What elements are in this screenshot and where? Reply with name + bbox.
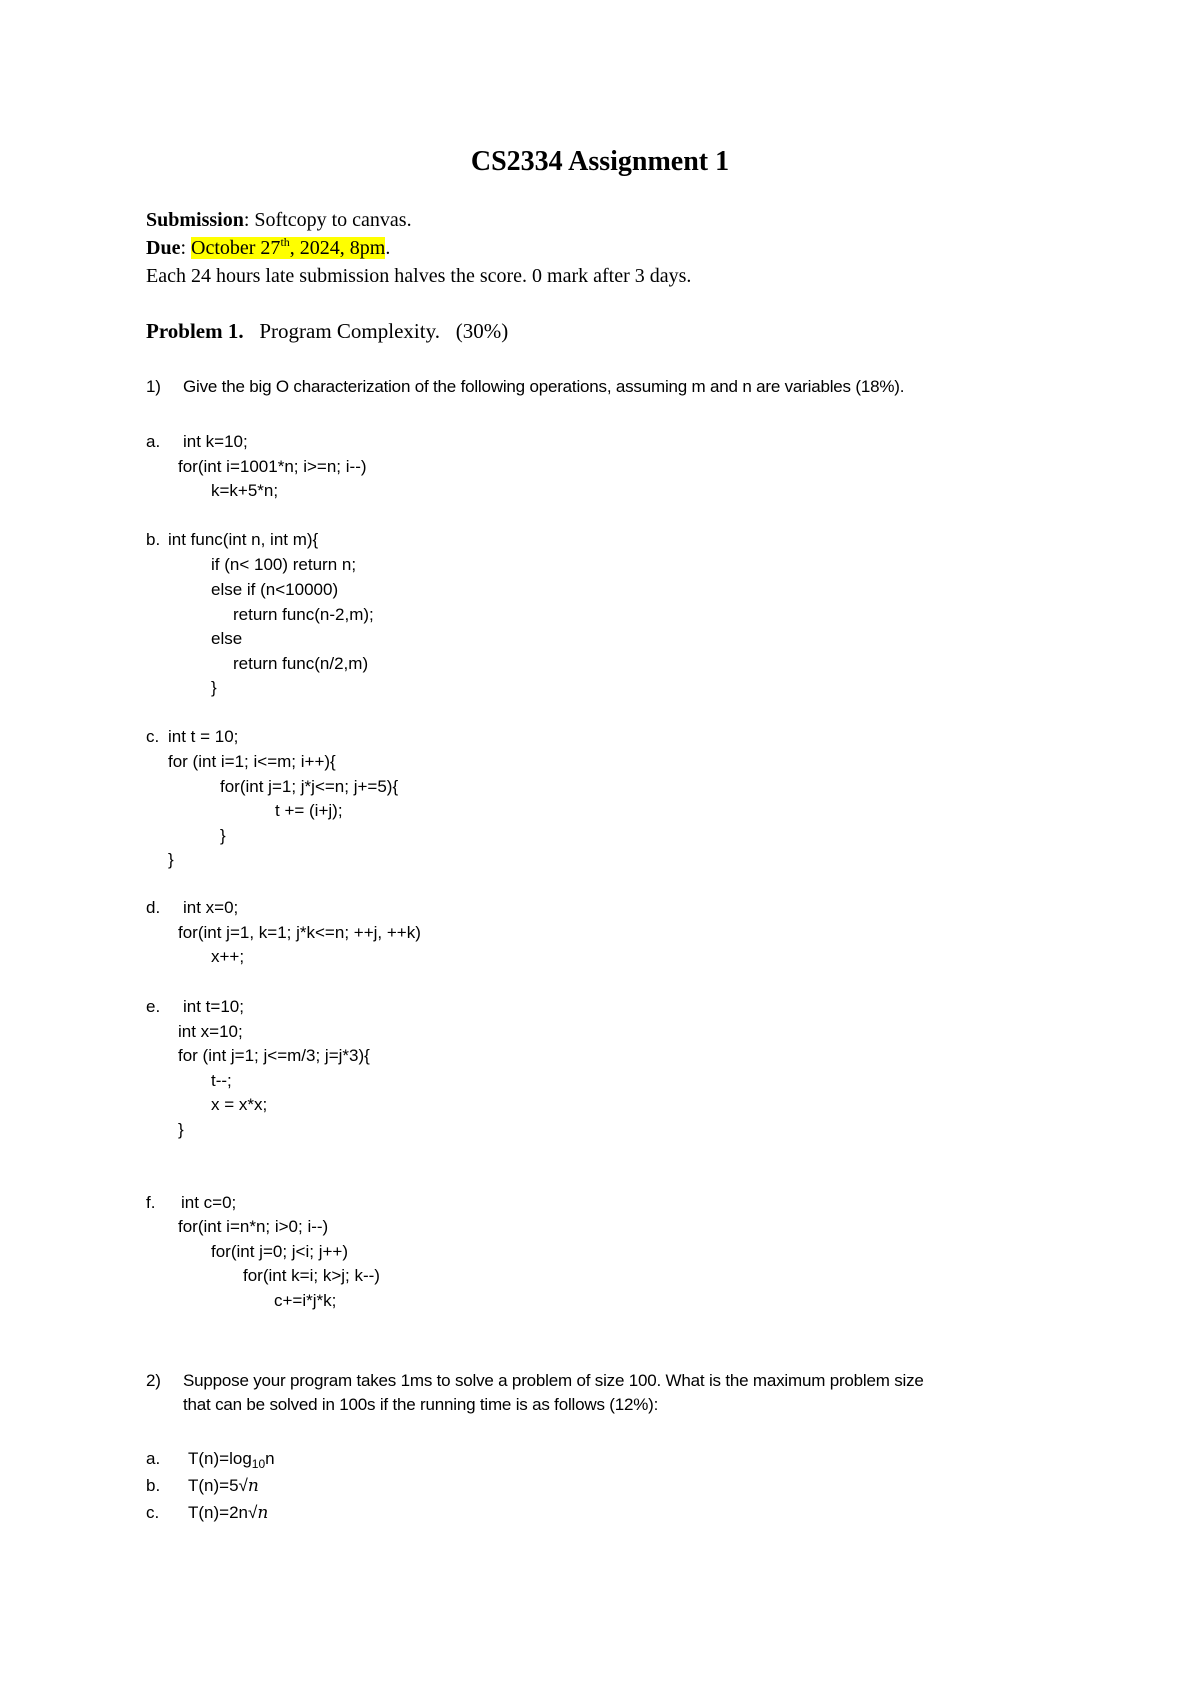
item-b-label: b. <box>146 530 161 549</box>
option-a-formula-subscript: 10 <box>251 1457 266 1471</box>
option-c-label: c. <box>146 1503 160 1522</box>
item-b-line-1: int func(int n, int m){ <box>168 530 319 549</box>
problem-1-label: Problem 1 <box>146 319 239 343</box>
problem-1-weight: (30%) <box>455 319 509 343</box>
item-b-line-4: return func(n-2,m); <box>233 605 374 624</box>
item-f-line-5: c+=i*j*k; <box>274 1291 337 1310</box>
due-date-day: October 27 <box>191 237 281 259</box>
question-1-number: 1) <box>146 377 161 396</box>
problem-1-dot: . <box>238 319 244 343</box>
due-date <box>191 237 385 259</box>
option-b-formula-base: T(n)=5√ <box>188 1476 248 1495</box>
item-e-label: e. <box>146 997 161 1016</box>
option-a-label: a. <box>146 1449 161 1468</box>
question-2-text-line-1: Suppose your program takes 1ms to solve a problem of size 100. What is the maximum problem size <box>183 1371 924 1390</box>
option-b-formula-var: n <box>247 1476 259 1496</box>
option-a-formula-arg: n <box>265 1449 275 1468</box>
item-e-line-5: x = x*x; <box>211 1095 268 1114</box>
late-policy: Each 24 hours late submission halves the score. 0 mark after 3 days. <box>146 265 692 287</box>
item-c-line-4: t += (i+j); <box>275 801 343 820</box>
question-2-text-line-2: that can be solved in 100s if the running time is as follows (12%): <box>183 1395 659 1414</box>
option-a-formula-base: T(n)=log <box>188 1449 252 1468</box>
item-f-line-2: for(int i=n*n; i>0; i--) <box>178 1217 329 1236</box>
item-b-line-6: return func(n/2,m) <box>233 654 369 673</box>
item-b-line-7: } <box>211 678 217 697</box>
item-a-line-2: for(int i=1001*n; i>=n; i--) <box>178 457 367 476</box>
option-b-label: b. <box>146 1476 161 1495</box>
due-line <box>146 236 390 260</box>
item-c-line-6: } <box>168 850 174 869</box>
item-d-label: d. <box>146 898 161 917</box>
item-a-line-1: int k=10; <box>183 432 248 451</box>
due-period: . <box>385 237 391 259</box>
option-c-formula-base: T(n)=2n√ <box>188 1503 258 1522</box>
option-c-formula <box>188 1501 268 1526</box>
item-a-line-3: k=k+5*n; <box>211 481 279 500</box>
item-b-line-3: else if (n<10000) <box>211 580 339 599</box>
submission-label: Submission <box>146 209 244 231</box>
item-e-line-6: } <box>178 1120 184 1139</box>
item-b-line-5: else <box>211 629 243 648</box>
due-date-suffix: th <box>280 235 290 249</box>
option-b-formula <box>188 1474 259 1499</box>
problem-1-heading <box>146 319 508 343</box>
item-f-line-1: int c=0; <box>181 1193 237 1212</box>
item-f-line-3: for(int j=0; j<i; j++) <box>211 1242 349 1261</box>
submission-value: : Softcopy to canvas. <box>243 209 412 231</box>
item-c-line-2: for (int i=1; i<=m; i++){ <box>168 752 336 771</box>
item-d-line-3: x++; <box>211 947 245 966</box>
item-f-line-4: for(int k=i; k>j; k--) <box>243 1266 380 1285</box>
due-colon: : <box>180 237 192 259</box>
option-c-formula-var: n <box>257 1503 269 1523</box>
due-date-rest: , 2024, 8pm <box>289 237 386 259</box>
item-f-label: f. <box>146 1193 156 1212</box>
item-c-line-5: } <box>220 826 226 845</box>
submission-line <box>146 208 412 232</box>
item-c-label: c. <box>146 727 160 746</box>
item-e-line-3: for (int j=1; j<=m/3; j=j*3){ <box>178 1046 370 1065</box>
item-d-line-2: for(int j=1, k=1; j*k<=n; ++j, ++k) <box>178 923 421 942</box>
item-b-line-2: if (n< 100) return n; <box>211 555 357 574</box>
item-e-line-1: int t=10; <box>183 997 244 1016</box>
item-d-line-1: int x=0; <box>183 898 239 917</box>
due-label: Due <box>146 237 181 259</box>
item-a-label: a. <box>146 432 161 451</box>
item-c-line-1: int t = 10; <box>168 727 239 746</box>
option-a-formula <box>188 1447 275 1472</box>
question-2-number: 2) <box>146 1371 161 1390</box>
item-e-line-2: int x=10; <box>178 1022 243 1041</box>
item-e-line-4: t--; <box>211 1071 232 1090</box>
problem-1-name: Program Complexity. <box>259 319 440 343</box>
page-title: CS2334 Assignment 1 <box>470 146 730 177</box>
item-c-line-3: for(int j=1; j*j<=n; j+=5){ <box>220 777 399 796</box>
question-1-text: Give the big O characterization of the following operations, assuming m and n are variables (18%). <box>183 377 905 396</box>
